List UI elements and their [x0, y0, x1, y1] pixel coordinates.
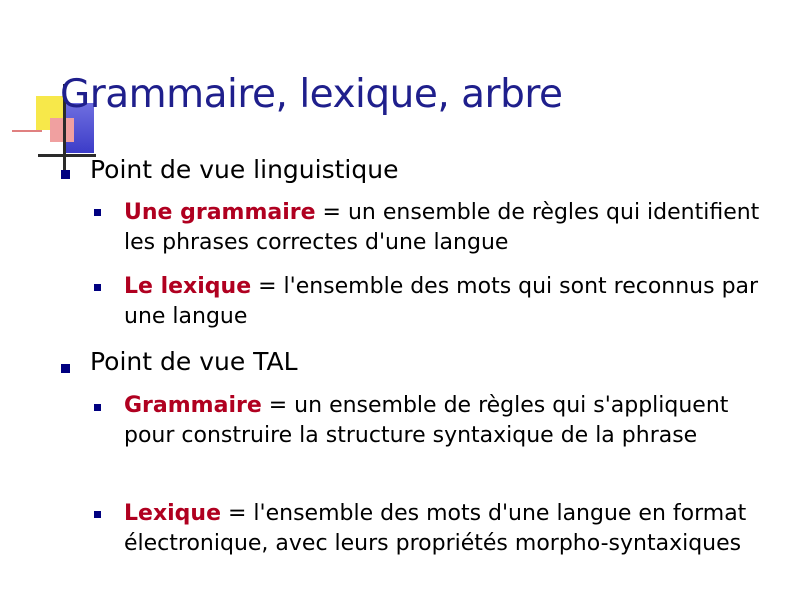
list-item-grammaire: [124, 198, 764, 258]
square-bullet-icon: [94, 284, 101, 291]
term-label: Lexique: [124, 501, 222, 526]
square-bullet-icon: [94, 511, 101, 518]
term-definition: = un ensemble de règles qui identifient les phrases correctes d'une langue: [124, 200, 760, 255]
square-bullet-icon: [61, 364, 70, 373]
list-item-lexique: [124, 272, 764, 332]
horizontal-line: [38, 154, 96, 157]
section-heading-linguistique: Point de vue linguistique: [90, 155, 399, 184]
term-definition: = l'ensemble des mots d'une langue en format électronique, avec leurs propriétés morpho-syntaxiques: [124, 501, 747, 556]
term-definition: = un ensemble de règles qui s'appliquent pour construire la structure syntaxique de la phrase: [124, 393, 729, 448]
slide-title: Grammaire, lexique, arbre: [60, 72, 563, 117]
term-label: Grammaire: [124, 393, 262, 418]
term-definition: = l'ensemble des mots qui sont reconnus par une langue: [124, 274, 759, 329]
red-line: [12, 130, 42, 132]
list-item-grammaire-tal: [124, 391, 764, 451]
term-label: Le lexique: [124, 274, 252, 299]
red-square: [50, 118, 74, 142]
section-heading-tal: Point de vue TAL: [90, 347, 298, 376]
list-item-lexique-tal: [124, 499, 764, 559]
square-bullet-icon: [94, 404, 101, 411]
square-bullet-icon: [61, 170, 70, 179]
square-bullet-icon: [94, 209, 101, 216]
term-label: Une grammaire: [124, 200, 316, 225]
